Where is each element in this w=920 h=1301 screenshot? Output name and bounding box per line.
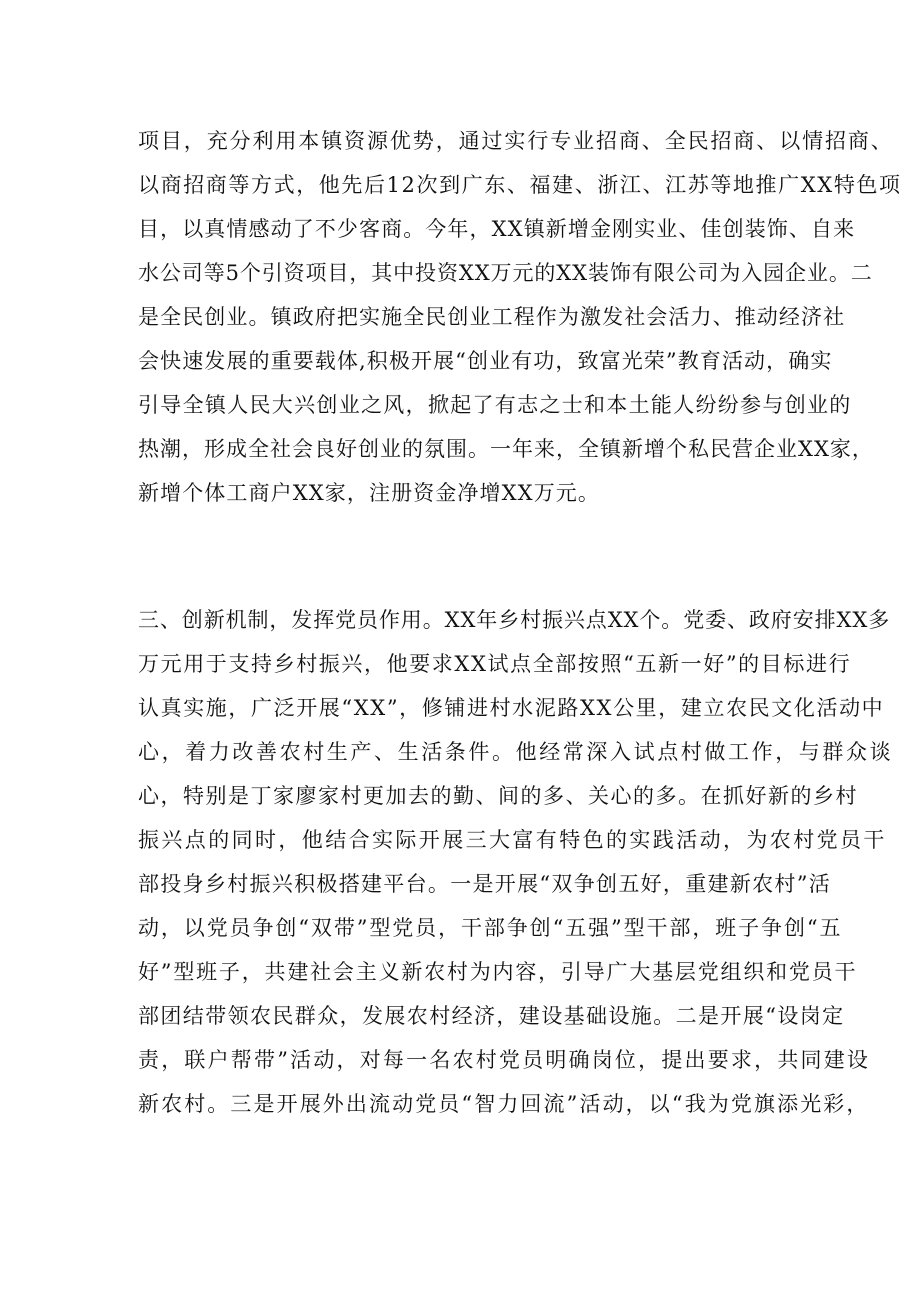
text-line: 热潮，形成全社会良好创业的氛围。一年来，全镇新增个私民营企业XX家， <box>138 437 874 461</box>
text-line: 会快速发展的重要载体,积极开展“创业有功，致富光荣”教育活动，确实 <box>138 349 833 373</box>
text-line: 动，以党员争创“双带”型党员，干部争创“五强”型干部，班子争创“五 <box>138 916 843 940</box>
text-line: 新增个体工商户XX家，注册资金净增XX万元。 <box>138 481 600 505</box>
text-line: 心，特别是丁家廖家村更加去的勤、间的多、关心的多。在抓好新的乡村 <box>138 784 858 808</box>
text-line: 是全民创业。镇政府把实施全民创业工程作为激发社会活力、推动经济社 <box>138 305 846 329</box>
text-line: 责，联户帮带”活动，对每一名农村党员明确岗位，提出要求，共同建设 <box>138 1048 871 1072</box>
text-line: 部团结带领农民群众，发展农村经济，建设基础设施。二是开展“设岗定 <box>138 1004 845 1028</box>
text-line: 万元用于支持乡村振兴，他要求XX试点全部按照“五新一好”的目标进行 <box>138 652 852 676</box>
text-line: 认真实施，广泛开展“XX”，修铺进村水泥路XX公里，建立农民文化活动中 <box>138 696 885 720</box>
text-line: 项目，充分利用本镇资源优势，通过实行专业招商、全民招商、以情招商、 <box>138 129 894 153</box>
text-line: 目，以真情感动了不少客商。今年，XX镇新增金刚实业、佳创装饰、自来 <box>138 217 856 241</box>
text-line: 水公司等5个引资项目，其中投资XX万元的XX装饰有限公司为入园企业。二 <box>138 261 873 285</box>
text-line: 以商招商等方式，他先后12次到广东、福建、浙江、江苏等地推广XX特色项 <box>138 173 902 197</box>
text-line: 好”型班子，共建社会主义新农村为内容，引导广大基层党组织和党员干 <box>138 960 858 984</box>
text-line: 部投身乡村振兴积极搭建平台。一是开展“双争创五好，重建新农村”活 <box>138 872 832 896</box>
text-line: 振兴点的同时，他结合实际开展三大富有特色的实践活动，为农村党员干 <box>138 828 887 852</box>
text-line: 新农村。三是开展外出流动党员“智力回流”活动，以“我为党旗添光彩， <box>138 1092 870 1116</box>
section-heading-line: 三、创新机制，发挥党员作用。XX年乡村振兴点XX个。党委、政府安排XX多 <box>138 608 891 632</box>
text-line: 心，着力改善农村生产、生活条件。他经常深入试点村做工作，与群众谈 <box>138 740 894 764</box>
text-line: 引导全镇人民大兴创业之风，掀起了有志之士和本土能人纷纷参与创业的 <box>138 393 852 417</box>
